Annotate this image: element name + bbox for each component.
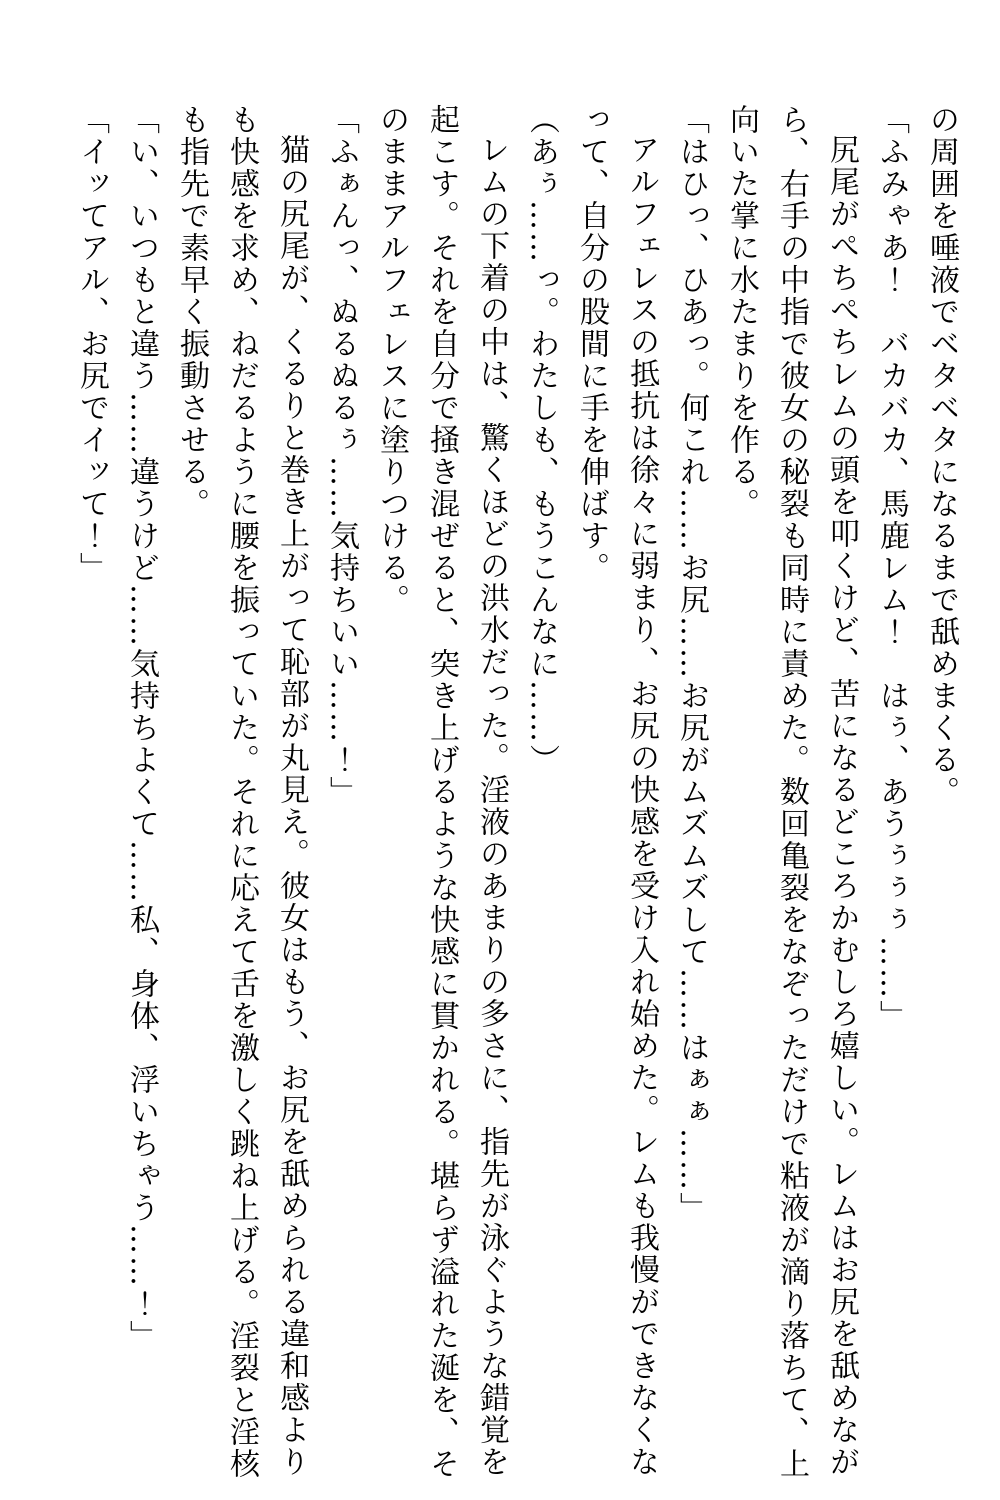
- paragraph-thought: （あぅ……っ。わたしも、もうこんなに……）: [524, 104, 559, 776]
- paragraph: の周囲を唾液でベタベタになるまで舐めまくる。: [924, 104, 959, 808]
- paragraph-dialogue: 「ふみゃあ！ バカバカ、馬鹿レム！ はぅ、あうぅぅぅ……」: [874, 104, 909, 1032]
- paragraph: レムの下着の中は、驚くほどの洪水だった。淫液のあまりの多さに、指先が泳ぐような錯覚を起こす。それを自分で掻き混ぜると、突き上げるような快感に貫かれる。堪らず溢れた涎を、そのままアルフェレスに塗りつける。: [374, 104, 509, 1480]
- paragraph-dialogue: 「い、いつもと違う……違うけど……気持ちよくて……私、身体、浮いちゃう……！」: [124, 104, 159, 1352]
- vertical-text-block: [66, 104, 966, 1482]
- paragraph-dialogue: 「はひっ、ひあっ。何これ……お尻……お尻がムズムズして……はぁぁ……」: [674, 104, 709, 1224]
- paragraph: アルフェレスの抵抗は徐々に弱まり、お尻の快感を受け入れ始めた。レムも我慢ができなくなって、自分の股間に手を伸ばす。: [574, 104, 659, 1478]
- paragraph: 猫の尻尾が、くるりと巻き上がって恥部が丸見え。彼女はもう、お尻を舐められる違和感よりも快感を求め、ねだるように腰を振っていた。それに応えて舌を激しく跳ね上げる。淫裂と淫核も指先で素早く振動させる。: [174, 104, 309, 1480]
- paragraph: 尻尾がぺちぺちレムの頭を叩くけど、苦になるどころかむしろ嬉しい。レムはお尻を舐めながら、右手の中指で彼女の秘裂も同時に責めた。数回亀裂をなぞっただけで粘液が滴り落ちて、上向いた掌に水たまりを作る。: [724, 104, 859, 1480]
- paragraph-dialogue: 「ふぁんっ、ぬるぬるぅ……気持ちいい……！」: [324, 104, 359, 808]
- paragraph-dialogue: 「イッてアル、お尻でイッて！」: [74, 104, 109, 584]
